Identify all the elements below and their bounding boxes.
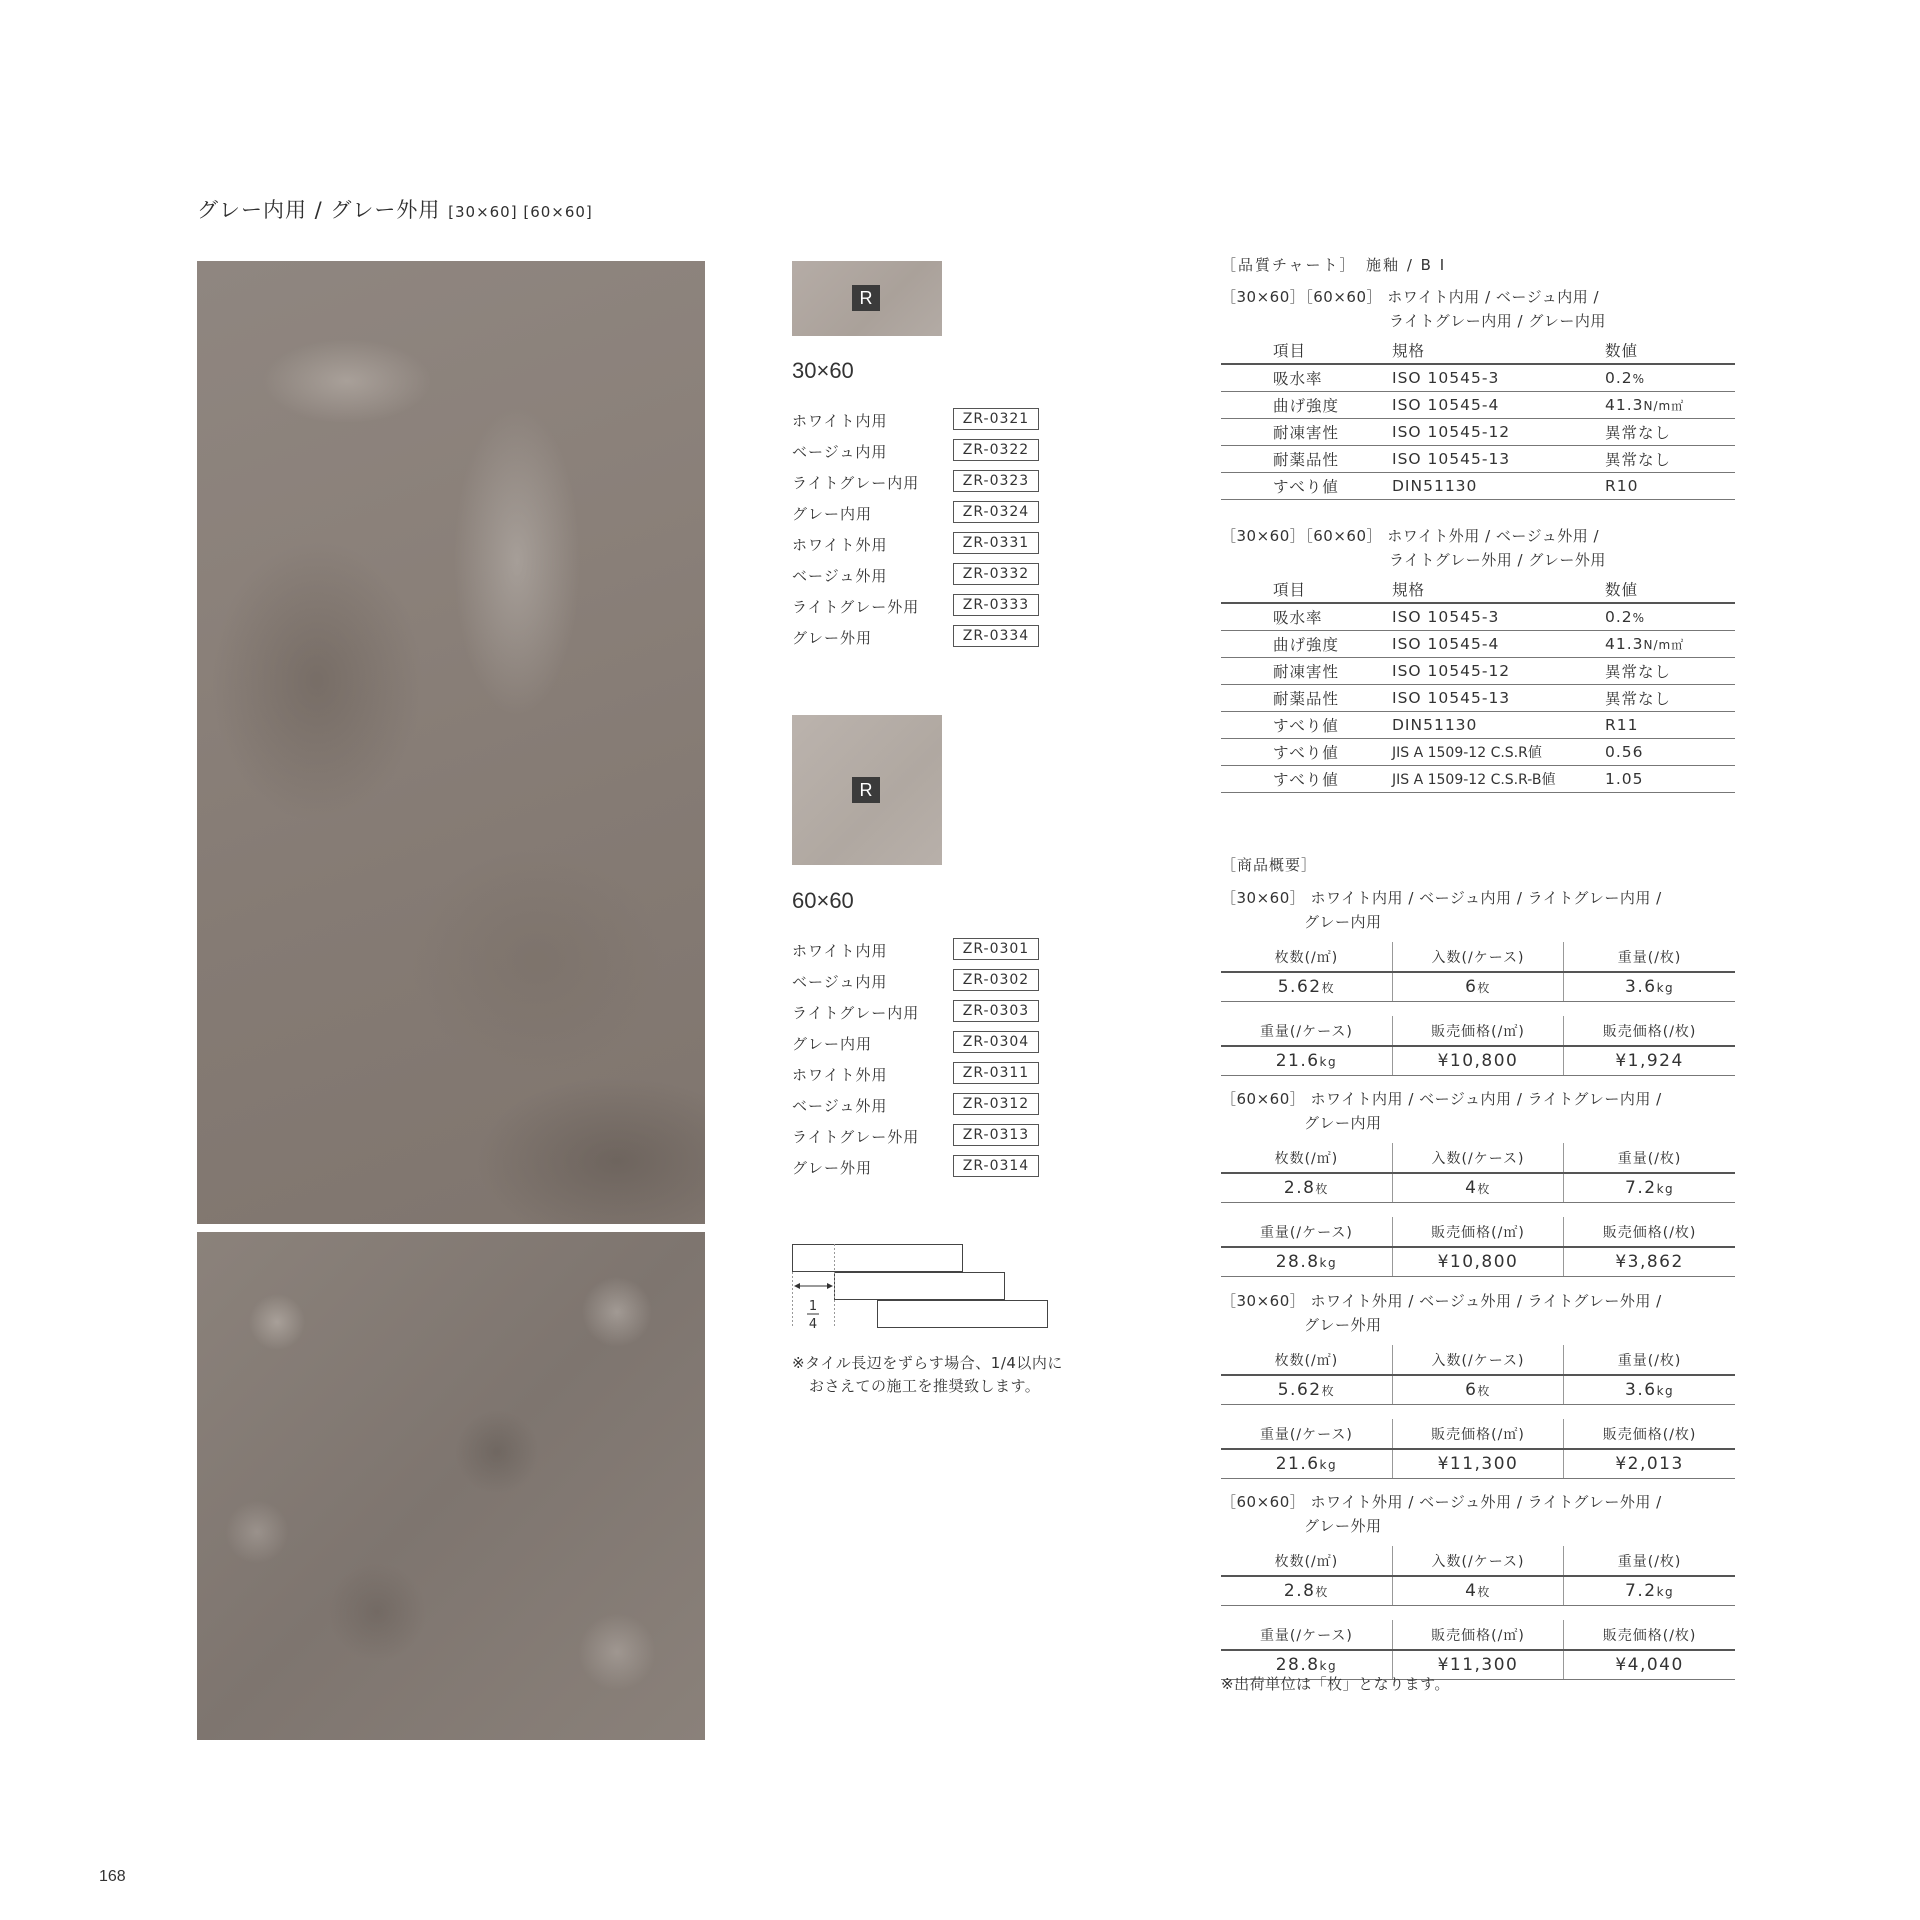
code-row [792,1153,1052,1184]
col-header: 重量(/ケース) [1221,1217,1392,1247]
unit: 枚 [1321,981,1336,995]
cell [1221,972,1392,1002]
value: 1.05 [1605,770,1644,788]
value: 異常なし [1605,663,1672,681]
value: R11 [1605,716,1639,734]
table-row [1221,972,1735,1002]
value: 異常なし [1605,424,1672,442]
value: 7.2 [1625,1581,1657,1601]
product-code: ZR-0323 [953,470,1039,492]
sub-line: グレー内用 [1304,1114,1382,1132]
col-header: 項目 [1221,337,1392,364]
code-row [792,1091,1052,1122]
overview-subheading [1221,1289,1735,1337]
col-header: 入数(/ケース) [1392,942,1563,972]
color-name: ホワイト内用 [792,942,888,960]
color-name: ライトグレー外用 [792,598,920,616]
value: 2.8 [1283,1581,1316,1601]
product-code: ZR-0332 [953,563,1039,585]
color-name: ベージュ内用 [792,443,888,461]
title-sizes: [30×60] [60×60] [448,203,593,221]
fraction-numerator: 1 [808,1299,818,1314]
overview-subheading [1221,886,1735,934]
overview-table-a [1221,942,1735,1002]
product-code: ZR-0324 [953,501,1039,523]
sub-line: グレー外用 [1304,1316,1382,1334]
code-row [792,592,1052,623]
value: 3.6 [1625,1380,1657,1400]
code-row [792,623,1052,654]
product-code: ZR-0321 [953,408,1039,430]
value: 6 [1465,1380,1478,1400]
color-name: グレー外用 [792,629,873,647]
col-header: 販売価格(/枚) [1564,1016,1735,1046]
unit: kg [1656,1585,1675,1599]
unit: 枚 [1315,1182,1329,1196]
cell-std: ISO 10545-3 [1392,603,1605,631]
color-name: ベージュ外用 [792,567,888,585]
unit: % [1632,611,1646,625]
table-row [1221,739,1735,766]
unit: % [1632,372,1646,386]
cell-item: 耐薬品性 [1221,685,1392,712]
col-header: 枚数(/㎡) [1221,1345,1392,1375]
value: 0.2 [1605,369,1633,387]
overview-block [1221,1490,1735,1680]
tile-offset-diagram [792,1244,1052,1344]
cell: ¥2,013 [1564,1449,1735,1479]
overview-subheading [1221,1490,1735,1538]
sub-line: ［30×60］［60×60］ ホワイト外用 / ベージュ外用 / [1221,527,1600,545]
unit: kg [1319,1256,1338,1270]
tile-photo-60x60 [197,1232,705,1740]
cell-std: ISO 10545-12 [1392,658,1605,685]
color-name: ホワイト内用 [792,412,888,430]
product-code: ZR-0304 [953,1031,1039,1053]
cell: ¥10,800 [1392,1046,1563,1076]
cell [1221,1449,1392,1479]
col-header: 規格 [1392,337,1605,364]
r-badge-icon: R [852,285,880,311]
code-list-60x60 [792,936,1052,1184]
cell-item: すべり値 [1221,739,1392,766]
shipping-note: ※出荷単位は「枚」となります。 [1221,1675,1450,1693]
tile-row-1 [793,1245,963,1272]
col-header: 枚数(/㎡) [1221,1143,1392,1173]
cell [1221,1576,1392,1606]
col-header: 数値 [1605,337,1735,364]
table-row [1221,603,1735,631]
col-header: 販売価格(/㎡) [1392,1620,1563,1650]
cell-val [1605,658,1735,685]
value: 0.2 [1605,608,1633,626]
sub-line: ［60×60］ ホワイト外用 / ベージュ外用 / ライトグレー外用 / [1221,1493,1662,1511]
cell-val [1605,766,1735,793]
page-title [197,194,593,224]
cell-val [1605,446,1735,473]
value: 異常なし [1605,690,1672,708]
table-row [1221,712,1735,739]
col-header: 数値 [1605,576,1735,603]
cell-std: ISO 10545-4 [1392,392,1605,419]
value: 4 [1465,1178,1478,1198]
overview-table-b [1221,1217,1735,1277]
value: 41.3 [1605,635,1644,653]
code-row [792,406,1052,437]
unit: 枚 [1477,1384,1491,1398]
sub-line: ［30×60］［60×60］ ホワイト内用 / ベージュ内用 / [1221,288,1600,306]
product-code: ZR-0322 [953,439,1039,461]
overview-block [1221,886,1735,1076]
tile-photo-30x60 [197,261,705,1224]
code-row [792,1029,1052,1060]
color-name: ライトグレー外用 [792,1128,920,1146]
unit: 枚 [1477,981,1491,995]
col-header: 重量(/枚) [1564,1546,1735,1576]
table-row [1221,1375,1735,1405]
cell-val [1605,712,1735,739]
note-line: おさえての施工を推奨致します。 [809,1377,1041,1395]
product-code: ZR-0314 [953,1155,1039,1177]
sub-line: ［60×60］ ホワイト内用 / ベージュ内用 / ライトグレー内用 / [1221,1090,1662,1108]
sub-line: ［30×60］ ホワイト外用 / ベージュ外用 / ライトグレー外用 / [1221,1292,1662,1310]
cell-val [1605,392,1735,419]
cell [1221,1046,1392,1076]
unit: 枚 [1321,1384,1336,1398]
value: 41.3 [1605,396,1644,414]
col-header: 枚数(/㎡) [1221,942,1392,972]
unit: 枚 [1477,1182,1491,1196]
color-name: グレー内用 [792,1035,873,1053]
code-row [792,936,1052,967]
cell-std: ISO 10545-12 [1392,419,1605,446]
quality-table-interior [1221,337,1735,500]
overview-subheading [1221,1087,1735,1135]
color-name: グレー外用 [792,1159,873,1177]
cell-std: JIS A 1509-12 C.S.R値 [1392,739,1605,766]
col-header: 販売価格(/枚) [1564,1620,1735,1650]
product-code: ZR-0311 [953,1062,1039,1084]
value: 5.62 [1277,1380,1322,1400]
offset-note [792,1352,1063,1398]
cell-item: 吸水率 [1221,603,1392,631]
cell-item: すべり値 [1221,712,1392,739]
value: 6 [1465,977,1478,997]
color-name: ライトグレー内用 [792,474,920,492]
code-row [792,530,1052,561]
overview-heading: ［商品概要］ [1221,856,1318,874]
col-header: 入数(/ケース) [1392,1546,1563,1576]
col-header: 販売価格(/㎡) [1392,1217,1563,1247]
r-badge-icon: R [852,777,880,803]
product-code: ZR-0302 [953,969,1039,991]
sub-line: ［30×60］ ホワイト内用 / ベージュ内用 / ライトグレー内用 / [1221,889,1662,907]
arrowhead-icon [827,1283,833,1289]
col-header: 入数(/ケース) [1392,1345,1563,1375]
code-row [792,998,1052,1029]
sub-line: グレー内用 [1304,913,1382,931]
cell-item: すべり値 [1221,473,1392,500]
sub-line: グレー外用 [1304,1517,1382,1535]
cell [1392,1375,1563,1405]
product-code: ZR-0331 [953,532,1039,554]
quality-chart-heading: ［品質チャート］ 施釉 / B I [1221,256,1447,274]
cell [1392,1576,1563,1606]
table-row [1221,364,1735,392]
table-row [1221,1173,1735,1203]
quality-block-interior [1221,285,1735,500]
overview-block [1221,1087,1735,1277]
table-header-row [1221,576,1735,603]
cell: ¥3,862 [1564,1247,1735,1277]
col-header: 重量(/ケース) [1221,1016,1392,1046]
unit: kg [1656,981,1675,995]
cell-val [1605,603,1735,631]
col-header: 規格 [1392,576,1605,603]
value: 4 [1465,1581,1478,1601]
color-name: ホワイト外用 [792,536,888,554]
code-row [792,561,1052,592]
unit: kg [1656,1384,1675,1398]
col-header: 販売価格(/枚) [1564,1419,1735,1449]
table-row [1221,419,1735,446]
unit: kg [1319,1055,1338,1069]
value: 5.62 [1277,977,1322,997]
tile-row-3 [878,1301,1048,1328]
cell-item: すべり値 [1221,766,1392,793]
col-header: 重量(/枚) [1564,942,1735,972]
swatch-30x60 [792,261,942,336]
cell-val [1605,739,1735,766]
quality-block-exterior [1221,524,1735,793]
table-row [1221,766,1735,793]
cell [1564,1375,1735,1405]
table-row [1221,1449,1735,1479]
color-name: ベージュ外用 [792,1097,888,1115]
unit: N/m㎡ [1643,399,1685,413]
cell-std: JIS A 1509-12 C.S.R-B値 [1392,766,1605,793]
col-header: 枚数(/㎡) [1221,1546,1392,1576]
value: R10 [1605,477,1639,495]
product-code: ZR-0334 [953,625,1039,647]
col-header: 重量(/枚) [1564,1143,1735,1173]
value: 7.2 [1625,1178,1657,1198]
swatch-60x60 [792,715,942,865]
col-header: 入数(/ケース) [1392,1143,1563,1173]
cell [1221,1247,1392,1277]
table-row [1221,631,1735,658]
table-row [1221,473,1735,500]
cell [1221,1173,1392,1203]
color-name: ライトグレー内用 [792,1004,920,1022]
cell-item: 吸水率 [1221,364,1392,392]
cell-std: DIN51130 [1392,473,1605,500]
table-row [1221,1576,1735,1606]
overview-table-b [1221,1419,1735,1479]
title-text: グレー内用 / グレー外用 [197,198,441,222]
cell-std: ISO 10545-13 [1392,446,1605,473]
cell-val [1605,685,1735,712]
cell-val [1605,419,1735,446]
cell-std: ISO 10545-3 [1392,364,1605,392]
cell: ¥4,040 [1564,1650,1735,1680]
fraction-denominator: 4 [808,1317,818,1332]
product-code: ZR-0313 [953,1124,1039,1146]
value: 異常なし [1605,451,1672,469]
cell-val [1605,631,1735,658]
overview-table-a [1221,1143,1735,1203]
code-row [792,967,1052,998]
cell [1564,1173,1735,1203]
unit: kg [1656,1182,1675,1196]
product-code: ZR-0333 [953,594,1039,616]
cell: ¥11,300 [1392,1650,1563,1680]
value: 0.56 [1605,743,1644,761]
col-header: 重量(/枚) [1564,1345,1735,1375]
value: 28.8 [1275,1655,1320,1675]
code-row [792,499,1052,530]
value: 21.6 [1275,1051,1320,1071]
table-row [1221,1247,1735,1277]
code-row [792,1060,1052,1091]
cell-item: 曲げ強度 [1221,392,1392,419]
sub-line: ライトグレー外用 / グレー外用 [1389,551,1606,569]
unit: kg [1319,1458,1338,1472]
cell-item: 耐薬品性 [1221,446,1392,473]
cell-std: ISO 10545-4 [1392,631,1605,658]
cell: ¥10,800 [1392,1247,1563,1277]
code-list-30x60 [792,406,1052,654]
unit: 枚 [1477,1585,1491,1599]
tile-row-2 [835,1273,1005,1300]
unit: kg [1319,1659,1338,1673]
overview-table-a [1221,1345,1735,1405]
cell [1392,1173,1563,1203]
cell-std: ISO 10545-13 [1392,685,1605,712]
col-header: 販売価格(/枚) [1564,1217,1735,1247]
table-row [1221,658,1735,685]
sub-line: ライトグレー内用 / グレー内用 [1389,312,1606,330]
cell [1564,1576,1735,1606]
col-header: 重量(/ケース) [1221,1419,1392,1449]
product-code: ZR-0312 [953,1093,1039,1115]
quality-subheading [1221,524,1735,572]
code-row [792,1122,1052,1153]
table-row [1221,446,1735,473]
value: 3.6 [1625,977,1657,997]
cell-item: 曲げ強度 [1221,631,1392,658]
value: 21.6 [1275,1454,1320,1474]
table-row [1221,685,1735,712]
overview-table-b [1221,1016,1735,1076]
code-row [792,468,1052,499]
page-number: 168 [99,1868,126,1885]
product-code: ZR-0301 [953,938,1039,960]
col-header: 項目 [1221,576,1392,603]
table-row [1221,392,1735,419]
overview-table-b [1221,1620,1735,1680]
cell: ¥11,300 [1392,1449,1563,1479]
overview-table-a [1221,1546,1735,1606]
quality-subheading [1221,285,1735,333]
size-label-30x60: 30×60 [792,358,854,383]
cell-item: 耐凍害性 [1221,419,1392,446]
cell-val [1605,364,1735,392]
cell [1564,972,1735,1002]
cell-std: DIN51130 [1392,712,1605,739]
color-name: ホワイト外用 [792,1066,888,1084]
cell-val [1605,473,1735,500]
value: 2.8 [1283,1178,1316,1198]
table-row [1221,1046,1735,1076]
size-label-60x60: 60×60 [792,888,854,913]
code-row [792,437,1052,468]
cell [1221,1375,1392,1405]
arrowhead-icon [794,1283,800,1289]
color-name: ベージュ内用 [792,973,888,991]
color-name: グレー内用 [792,505,873,523]
cell [1392,972,1563,1002]
overview-block [1221,1289,1735,1479]
col-header: 重量(/ケース) [1221,1620,1392,1650]
col-header: 販売価格(/㎡) [1392,1016,1563,1046]
cell: ¥1,924 [1564,1046,1735,1076]
note-line: ※タイル長辺をずらす場合、1/4以内に [792,1354,1063,1372]
unit: 枚 [1315,1585,1329,1599]
table-header-row [1221,337,1735,364]
value: 28.8 [1275,1252,1320,1272]
cell-item: 耐凍害性 [1221,658,1392,685]
unit: N/m㎡ [1643,638,1685,652]
quality-table-exterior [1221,576,1735,793]
col-header: 販売価格(/㎡) [1392,1419,1563,1449]
product-code: ZR-0303 [953,1000,1039,1022]
